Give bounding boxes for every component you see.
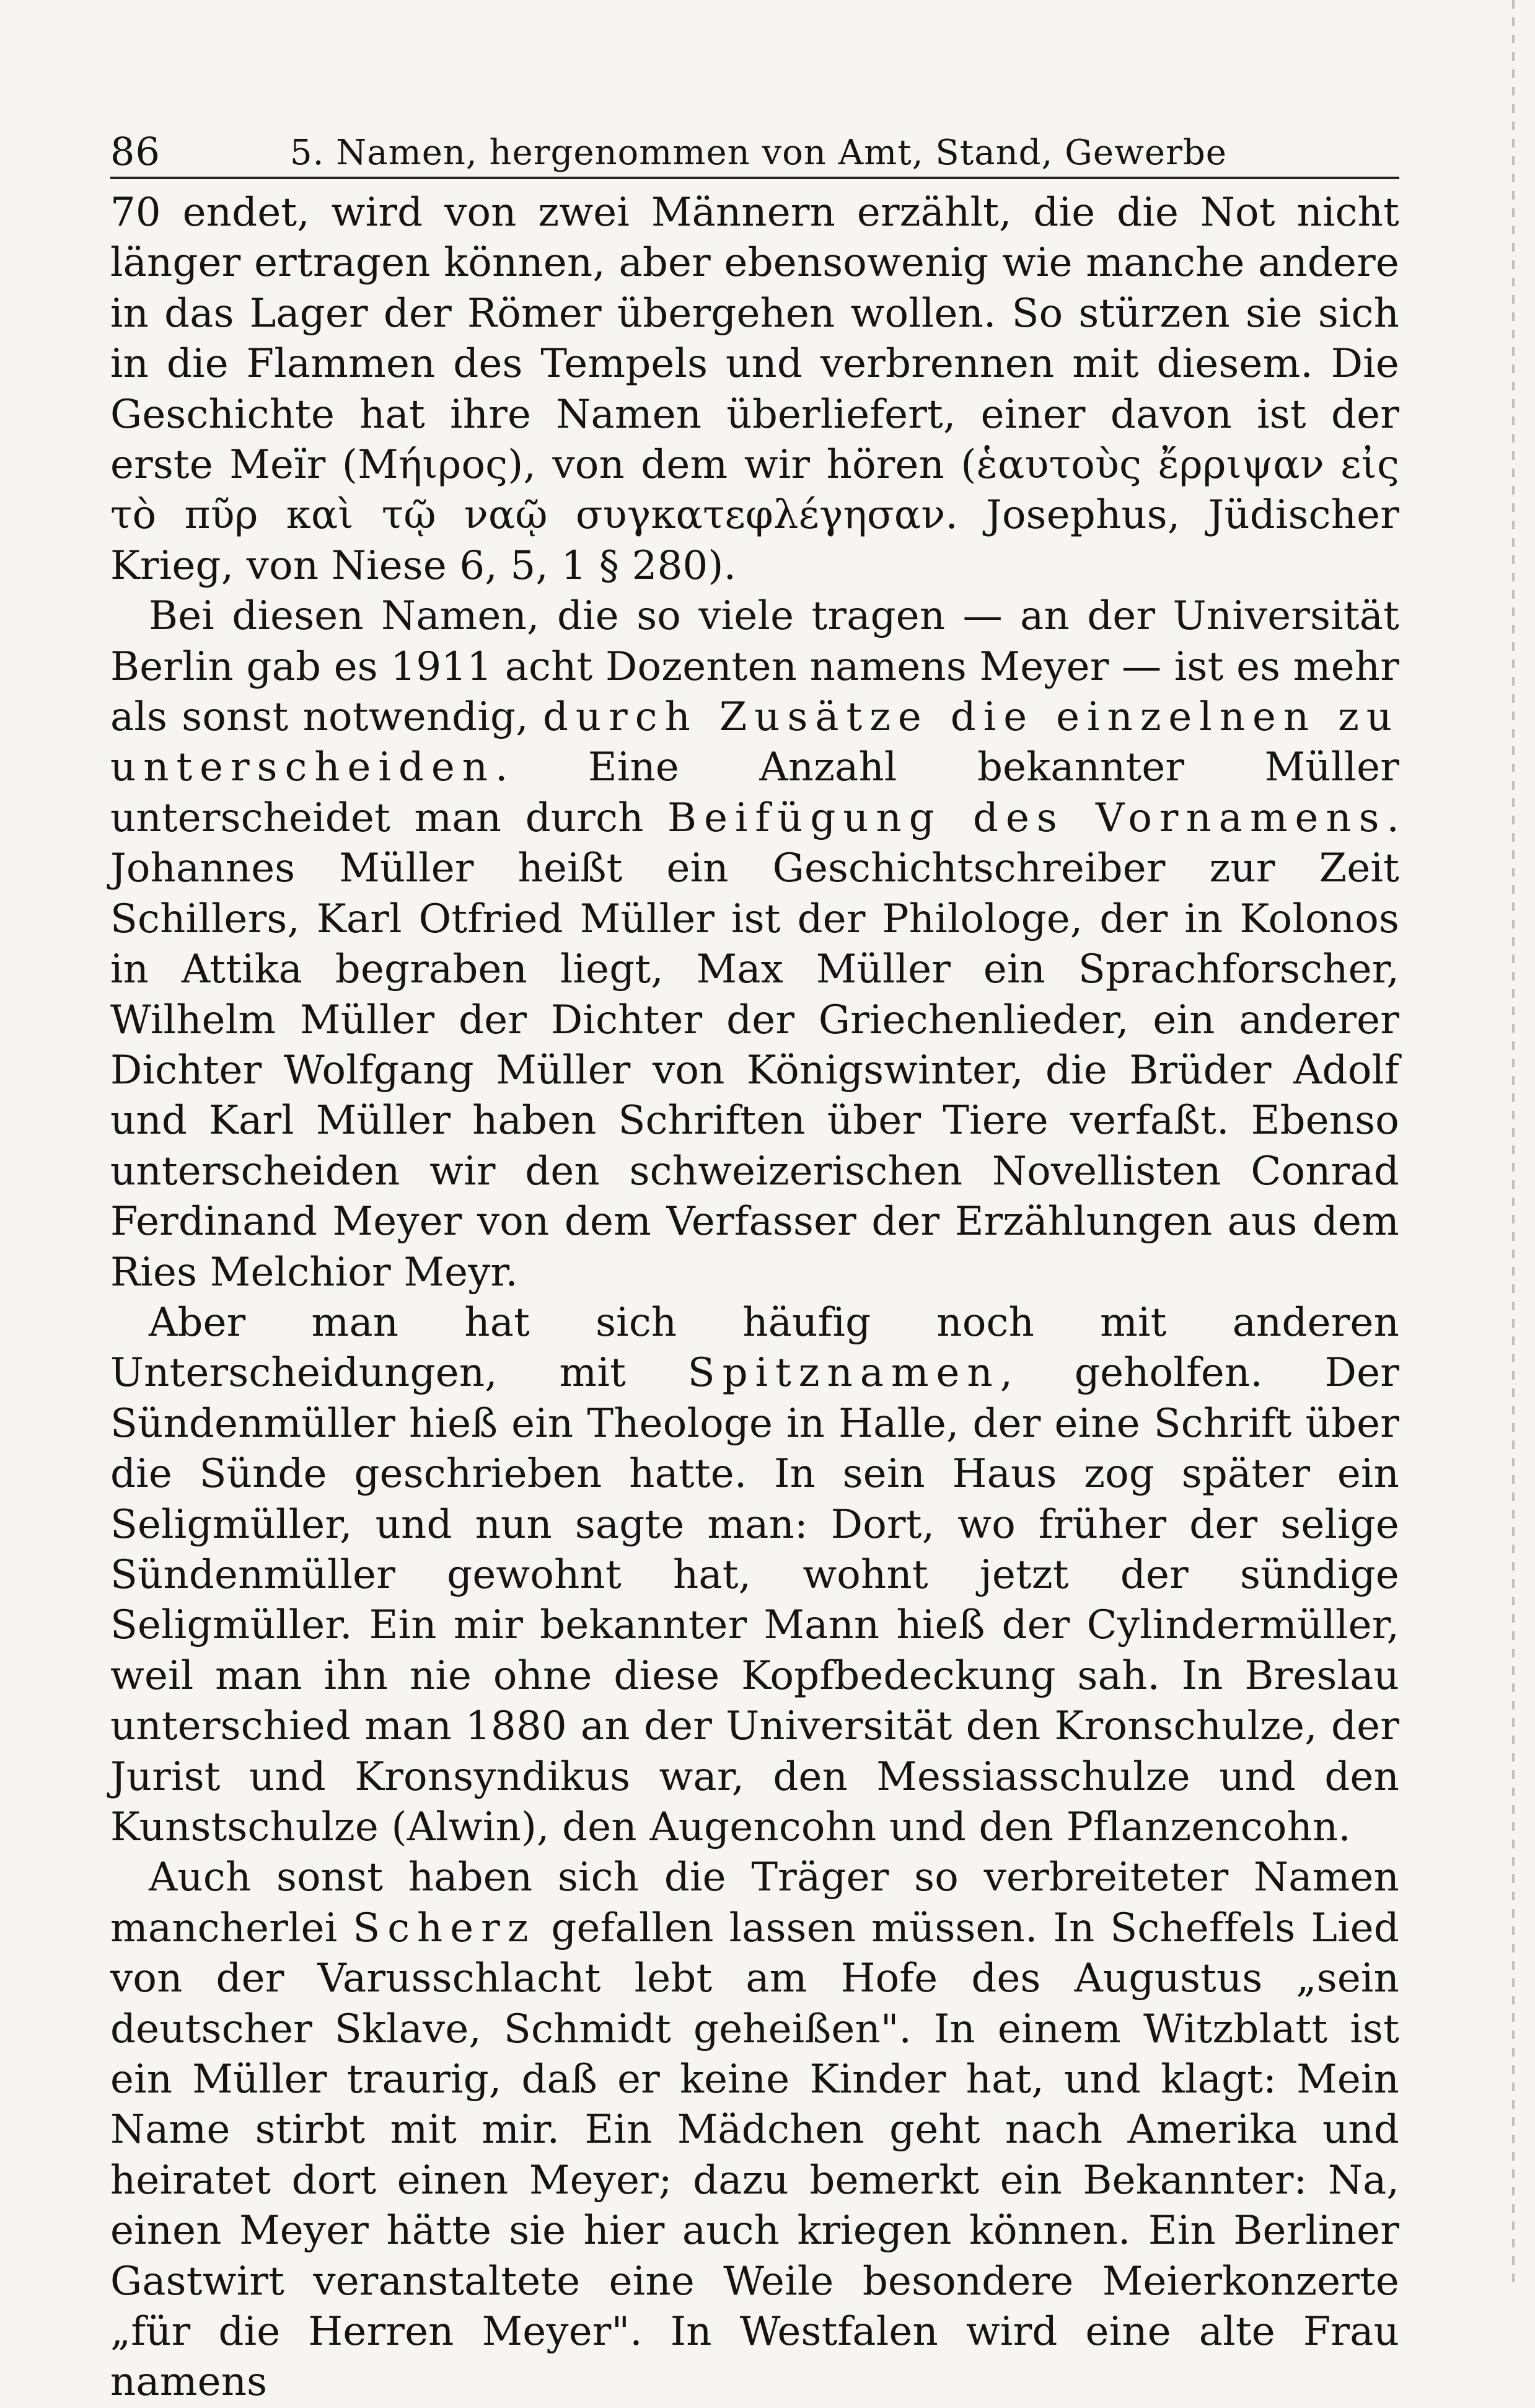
body-text bbox=[110, 188, 1399, 2408]
emphasized-text: Scherz bbox=[353, 1905, 536, 1951]
text-segment: Aber man hat sich häufig noch mit anderen Unterscheidungen, mit bbox=[110, 1299, 1399, 1396]
text-segment: Auch sonst haben sich die Träger so verbreiteter Namen mancherlei bbox=[110, 1855, 1399, 1951]
paragraph-nicknames bbox=[110, 1298, 1399, 1853]
text-segment: . Johannes Müller heißt ein Geschichtschreiber zur Zeit Schillers, Karl Otfried Müller ist der Philologe, der in Kolonos in Attika begraben liegt, Max Müller ein Sprachforscher, Wilhelm Müller der Dichter der Griechenlieder, ein anderer Dichter Wolfgang Müller von Königswinter, die Brüder Adolf und Karl Müller haben Schriften über Tiere verfaßt. Ebenso unterscheiden wir den schweizerischen Novellisten Conrad Ferdinand Meyer von dem Verfasser der Erzählungen aus dem Ries Melchior Meyr. bbox=[110, 795, 1399, 1295]
emphasized-text: durch Zusätze die einzelnen zu unterscheiden bbox=[110, 694, 1400, 791]
text-segment: gefallen lassen müssen. In Scheffels Lied von der Varusschlacht lebt am Hofe des Augustus „sein deutscher Sklave, Schmidt geheißen". In einem Witzblatt ist ein Müller traurig, daß er keine Kinder hat, und klagt: Mein Name stirbt mit mir. Ein Mädchen geht nach Amerika und heiratet dort einen Meyer; dazu bemerkt ein Bekannter: Na, einen Meyer hätte sie hier auch kriegen können. Ein Berliner Gastwirt veranstaltete eine Weile besondere Meierkonzerte „für die Herren Meyer". In Westfalen wird eine alte Frau namens bbox=[110, 1905, 1400, 2406]
book-page bbox=[110, 105, 1400, 2406]
page-number: 86 bbox=[110, 129, 161, 174]
running-head: 5. Namen, hergenommen von Amt, Stand, Gewerbe bbox=[290, 133, 1227, 173]
paragraph-jokes bbox=[110, 1853, 1399, 2407]
text-segment: Bei diesen Namen, die so viele tragen — an der Universität Berlin gab es 1911 acht Dozenten namens Meyer — ist es mehr als sonst notwendig, bbox=[110, 593, 1399, 741]
text-segment: , geholfen. Der Sündenmüller hieß ein Theologe in Halle, der eine Schrift über die Sünde geschrieben hatte. In sein Haus zog später ein Seligmüller, und nun sagte man: Dort, wo früher der selige Sündenmüller gewohnt hat, wohnt jetzt der sündige Seligmüller. Ein mir bekannter Mann hieß der Cylindermüller, weil man ihn nie ohne diese Kopfbedeckung sah. In Breslau unterschied man 1880 an der Universität den Kronschulze, der Jurist und Kronsyndikus war, den Messiasschulze und den Kunstschulze (Alwin), den Augencohn und den Pflanzencohn. bbox=[110, 1350, 1399, 1850]
text-segment: 70 endet, wird von zwei Männern erzählt, die die Not nicht länger ertragen können, aber ebensowenig wie manche andere in das Lager der Römer übergehen wollen. So stürzen sie sich in die Flammen des Tempels und verbrennen mit diesem. Die Geschichte hat ihre Namen überliefert, einer davon ist der erste Meïr (Μήιρος), von dem wir hören (ἑαυτοὺς ἔρριψαν εἰς τὸ πῦρ καὶ τῷ ναῷ συγκατεφλέγησαν. Josephus, Jüdischer Krieg, von Niese 6, 5, 1 § 280). bbox=[110, 190, 1399, 589]
paragraph-continuation bbox=[110, 188, 1399, 591]
page-header bbox=[110, 105, 1399, 179]
paragraph-meyer-names bbox=[110, 591, 1399, 1298]
page-edge-mark bbox=[1512, 0, 1515, 2284]
emphasized-text: Spitznamen bbox=[687, 1350, 1000, 1396]
text-segment: . Eine Anzahl bekannter Müller unterscheidet man durch bbox=[110, 744, 1399, 841]
emphasized-text: Beifügung des Vornamens bbox=[667, 795, 1387, 841]
